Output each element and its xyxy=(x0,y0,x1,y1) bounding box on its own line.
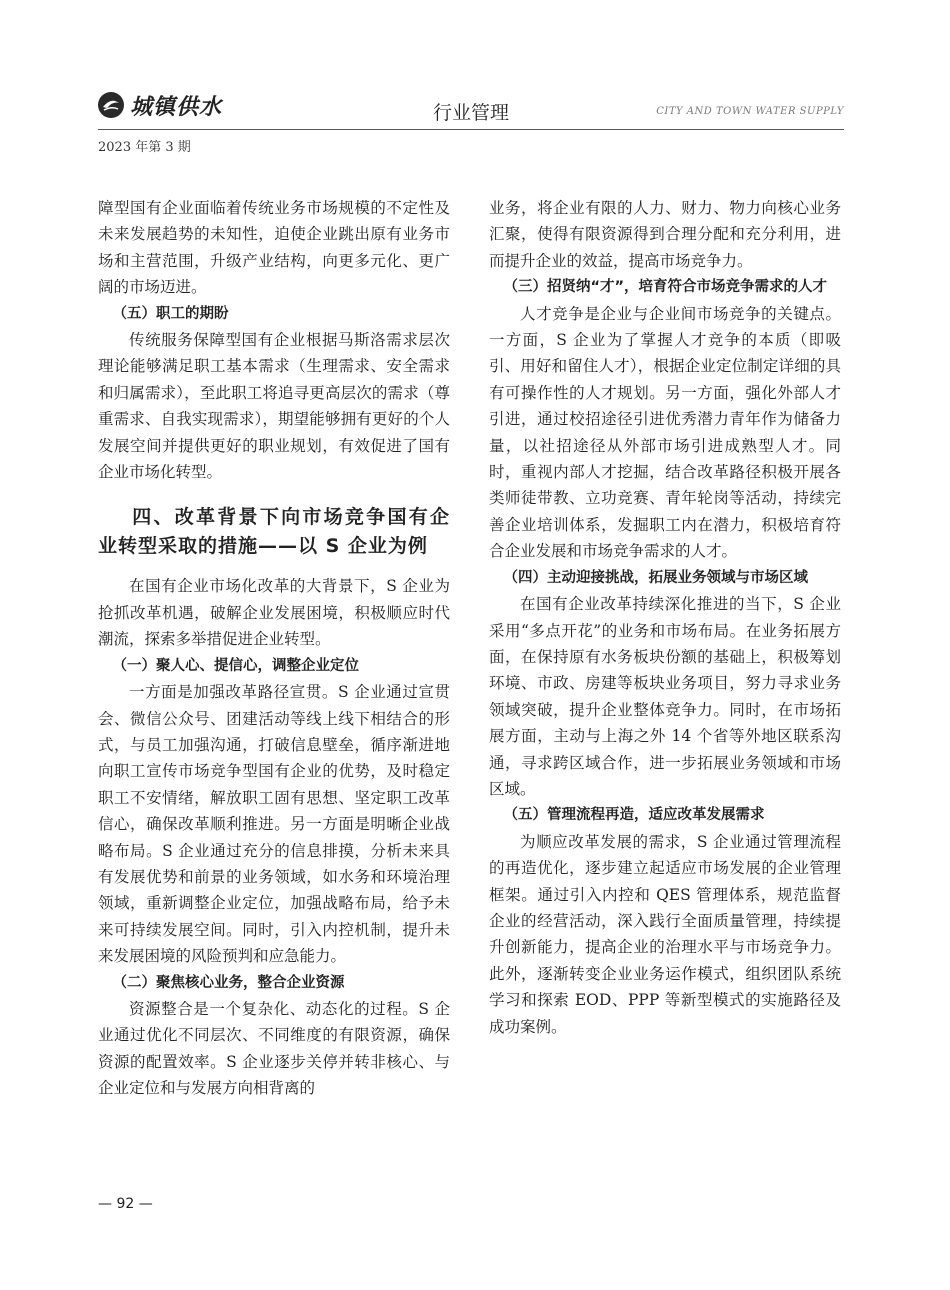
subheading: （一）聚人心、提信心，调整企业定位 xyxy=(112,657,359,674)
paragraph: 为顺应改革发展的需求，S 企业通过管理流程的再造优化，逐步建立起适应市场发展的企业管理框架。通过引入内控和 QES 管理体系，规范监督企业的经营活动，深入践行全面质量管理，持续提升创新能力，提高企业的治理水平与市场竞争力。此外，逐渐转变企业业务运作模式，组织团队系统学习和探索 EOD、PPP 等新型模式的实施路径及成功案例。 xyxy=(489,832,841,1036)
subheading: （五）管理流程再造，适应改革发展需求 xyxy=(503,807,765,824)
subheading: （三）招贤纳“才”，培育符合市场竞争需求的人才 xyxy=(503,279,828,296)
page-header xyxy=(98,88,844,128)
subheading: （五）职工的期盼 xyxy=(112,305,229,322)
section-title: 行业管理 xyxy=(432,102,509,124)
subheading: （四）主动迎接挑战，拓展业务领域与市场区域 xyxy=(503,569,808,586)
page-number: — 92 — xyxy=(98,1196,153,1212)
journal-name-english: CITY AND TOWN WATER SUPPLY xyxy=(656,106,844,117)
right-column xyxy=(489,195,841,1040)
paragraph: 业务，将企业有限的人力、财力、物力向核心业务汇聚，使得有限资源得到合理分配和充分利用，进而提升企业的效益，提高市场竞争力。 xyxy=(489,199,841,270)
subheading: （二）聚焦核心业务，整合企业资源 xyxy=(112,974,345,991)
paragraph: 人才竞争是企业与企业间市场竞争的关键点。一方面，S 企业为了掌握人才竞争的本质（即吸引、用好和留住人才），根据企业定位制定详细的具有可操作性的人才规划。另一方面，强化外部人才引进，通过校招途径引进优秀潜力青年作为储备力量，以社招途径从外部市场引进成熟型人才。同时，重视内部人才挖掘，结合改革路径积极开展各类师徒带教、立功竞赛、青年轮岗等活动，持续完善企业培训体系，发掘职工内在潜力，积极培育符合企业发展和市场竞争需求的人才。 xyxy=(489,304,841,561)
header-divider xyxy=(98,129,844,130)
issue-label: 2023 年第 3 期 xyxy=(98,140,191,155)
section-heading: 四、改革背景下向市场竞争国有企业转型采取的措施——以 S 企业为例 xyxy=(98,506,450,558)
paragraph: 障型国有企业面临着传统业务市场规模的不定性及未来发展趋势的未知性，迫使企业跳出原有业务市场和主营范围，升级产业结构，向更多元化、更广阔的市场迈进。 xyxy=(98,199,450,297)
paragraph: 在国有企业市场化改革的大背景下，S 企业为抢抓改革机遇，破解企业发展困境，积极顺应时代潮流，探索多举措促进企业转型。 xyxy=(98,577,450,649)
left-column xyxy=(98,195,450,1102)
paragraph: 在国有企业改革持续深化推进的当下，S 企业采用“多点开花”的业务和市场布局。在业务拓展方面，在保持原有水务板块份额的基础上，积极筹划环境、市政、房建等板块业务项目，努力寻求业务领域突破，提升企业整体竞争力。同时，在市场拓展方面，主动与上海之外 14 个省等外地区联系沟通，寻求跨区域合作，进一步拓展业务领域和市场区域。 xyxy=(489,595,841,798)
paragraph: 一方面是加强改革路径宣贯。S 企业通过宣贯会、微信公众号、团建活动等线上线下相结合的形式，与员工加强沟通，打破信息壁垒，循序渐进地向职工宣传市场竞争型国有企业的优势，及时稳定职工不安情绪，解放职工固有思想、坚定职工改革信心，确保改革顺利推进。另一方面是明晰企业战略布局。S 企业通过充分的信息排摸，分析未来具有发展优势和前景的业务领域，如水务和环境治理领域，重新调整企业定位，加强战略布局，给予未来可持续发展空间。同时，引入内控机制，提升未来发展困境的风险预判和应急能力。 xyxy=(98,683,450,966)
journal-name: 城镇供水 xyxy=(130,94,223,120)
paragraph: 传统服务保障型国有企业根据马斯洛需求层次理论能够满足职工基本需求（生理需求、安全需求和归属需求），至此职工将追寻更高层次的需求（尊重需求、自我实现需求），期望能够拥有更好的个人发展空间并提供更好的职业规划，有效促进了国有企业市场化转型。 xyxy=(98,331,450,482)
paragraph: 资源整合是一个复杂化、动态化的过程。S 企业通过优化不同层次、不同维度的有限资源，确保资源的配置效率。S 企业逐步关停并转非核心、与企业定位和与发展方向相背离的 xyxy=(98,999,450,1098)
